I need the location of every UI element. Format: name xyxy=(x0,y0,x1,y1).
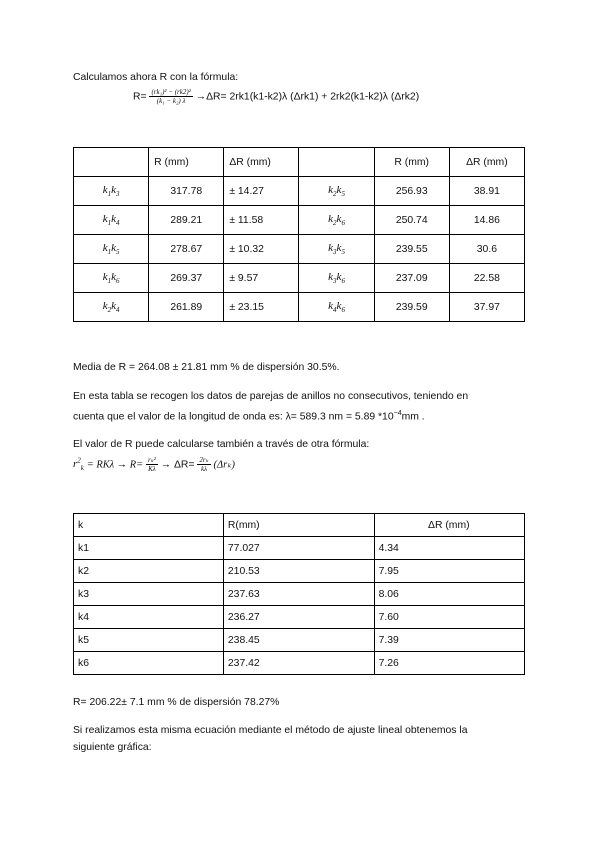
k-pair-cell: $k_2k_4$ xyxy=(74,293,149,322)
k-pair-cell: $k_3k_5$ xyxy=(299,235,374,264)
value-cell: 236.27 xyxy=(223,606,374,629)
intro-text: Calculamos ahora R con la fórmula: xyxy=(73,72,239,83)
value-cell: 7.39 xyxy=(374,629,524,652)
table-row xyxy=(74,177,525,206)
formula-2 xyxy=(73,456,235,473)
paragraph-3 xyxy=(73,722,467,756)
header-cell xyxy=(74,148,149,177)
value-cell: 289.21 xyxy=(149,206,224,235)
formula-1-fraction xyxy=(149,88,192,105)
value-cell: 317.78 xyxy=(149,177,224,206)
formula-1-rhs: →ΔR= 2rk1(k1-k2)λ (Δrk1) + 2rk2(k1-k2)λ (Δrk2) xyxy=(195,91,420,103)
table-row xyxy=(74,652,525,675)
value-cell: 261.89 xyxy=(149,293,224,322)
value-cell: 250.74 xyxy=(374,206,449,235)
value-cell: 210.53 xyxy=(223,560,374,583)
table-row xyxy=(74,206,525,235)
value-cell: 278.67 xyxy=(149,235,224,264)
value-cell: ± 14.27 xyxy=(224,177,299,206)
value-cell: 7.95 xyxy=(374,560,524,583)
header-cell xyxy=(299,148,374,177)
header-cell: ΔR (mm) xyxy=(449,148,524,177)
exponent: −4 xyxy=(393,410,402,417)
table-row xyxy=(74,560,525,583)
k-pair-cell: $k_3k_6$ xyxy=(299,264,374,293)
table-row xyxy=(74,606,525,629)
value-cell: 30.6 xyxy=(449,235,524,264)
value-cell: k2 xyxy=(74,560,224,583)
value-cell: 7.26 xyxy=(374,652,524,675)
k-pair-cell: $k_1k_3$ xyxy=(74,177,149,206)
paragraph-1-line-1: En esta tabla se recogen los datos de parejas de anillos no consecutivos, teniendo en xyxy=(73,391,469,402)
media-text: Media de R = 264.08 ± 21.81 mm % de dispersión 30.5%. xyxy=(73,362,340,373)
formula-2-fraction-2: $\frac{\text{2rₖ}}{k\lambda}$ xyxy=(199,456,209,473)
table-radii-pairs xyxy=(73,147,525,322)
unit: mm . xyxy=(401,411,425,423)
value-cell: 7.60 xyxy=(374,606,524,629)
paragraph-1-line-2 xyxy=(73,405,468,425)
table-row xyxy=(74,629,525,652)
value-cell: 38.91 xyxy=(449,177,524,206)
value-cell: 238.45 xyxy=(223,629,374,652)
paragraph-3-line-1: Si realizamos esta misma ecuación mediante el método de ajuste lineal obtenemos la xyxy=(73,725,468,736)
header-cell: ΔR (mm) xyxy=(374,514,524,537)
header-cell: ΔR (mm) xyxy=(224,148,299,177)
value-cell: 269.37 xyxy=(149,264,224,293)
value-cell: k6 xyxy=(74,652,224,675)
value-cell: 37.97 xyxy=(449,293,524,322)
formula-1-denominator: (k₁ − k₂) λ xyxy=(156,97,186,105)
table-radii-single xyxy=(73,513,525,675)
value-cell: ± 11.58 xyxy=(224,206,299,235)
value-cell: 14.86 xyxy=(449,206,524,235)
value-cell: 8.06 xyxy=(374,583,524,606)
header-cell: k xyxy=(74,514,224,537)
value-cell: 237.09 xyxy=(374,264,449,293)
table-row xyxy=(74,293,525,322)
value-cell: 22.58 xyxy=(449,264,524,293)
value-cell: 77.027 xyxy=(223,537,374,560)
paragraph-2: El valor de R puede calcularse también a través de otra fórmula: xyxy=(73,439,370,450)
table-row xyxy=(74,235,525,264)
formula-2-tail: (Δrₖ) xyxy=(213,459,236,471)
k-pair-cell: $k_1k_6$ xyxy=(74,264,149,293)
formula-1 xyxy=(133,88,419,105)
formula-1-lhs: R= xyxy=(133,91,147,103)
header-cell: R (mm) xyxy=(149,148,224,177)
formula-2-r: $r^2_k$ xyxy=(73,456,84,473)
formula-2-eq: = RKλ → R= xyxy=(86,459,144,471)
k-pair-cell: $k_2k_5$ xyxy=(299,177,374,206)
value-cell: k5 xyxy=(74,629,224,652)
value-cell: k4 xyxy=(74,606,224,629)
value-cell: ± 23.15 xyxy=(224,293,299,322)
value-cell: 237.63 xyxy=(223,583,374,606)
value-cell: 4.34 xyxy=(374,537,524,560)
header-cell: R(mm) xyxy=(223,514,374,537)
paragraph-1-text: cuenta que el valor de la longitud de onda es: λ= 589.3 nm = 5.89 *10 xyxy=(73,411,394,423)
k-pair-cell: $k_2k_6$ xyxy=(299,206,374,235)
formula-2-arrow: → ΔR= xyxy=(160,459,195,471)
paragraph-1 xyxy=(73,388,468,425)
value-cell: 239.59 xyxy=(374,293,449,322)
value-cell: 239.55 xyxy=(374,235,449,264)
table-row xyxy=(74,264,525,293)
paragraph-3-line-2: siguiente gráfica: xyxy=(73,742,152,753)
table-header-row xyxy=(74,514,525,537)
k-pair-cell: $k_1k_5$ xyxy=(74,235,149,264)
value-cell: k1 xyxy=(74,537,224,560)
result-2-text: R= 206.22± 7.1 mm % de dispersión 78.27% xyxy=(73,697,280,708)
header-cell: R (mm) xyxy=(374,148,449,177)
formula-2-fraction-1: $\frac{\text{rₖ²}}{K\lambda}$ xyxy=(148,456,156,473)
value-cell: ± 10.32 xyxy=(224,235,299,264)
k-pair-cell: $k_1k_4$ xyxy=(74,206,149,235)
value-cell: k3 xyxy=(74,583,224,606)
value-cell: 237.42 xyxy=(223,652,374,675)
value-cell: 256.93 xyxy=(374,177,449,206)
value-cell: ± 9.57 xyxy=(224,264,299,293)
k-pair-cell: $k_4k_6$ xyxy=(299,293,374,322)
table-row xyxy=(74,537,525,560)
formula-1-numerator: (rk₁)² − (rk2)² xyxy=(151,88,191,96)
table-row xyxy=(74,583,525,606)
table-header-row xyxy=(74,148,525,177)
